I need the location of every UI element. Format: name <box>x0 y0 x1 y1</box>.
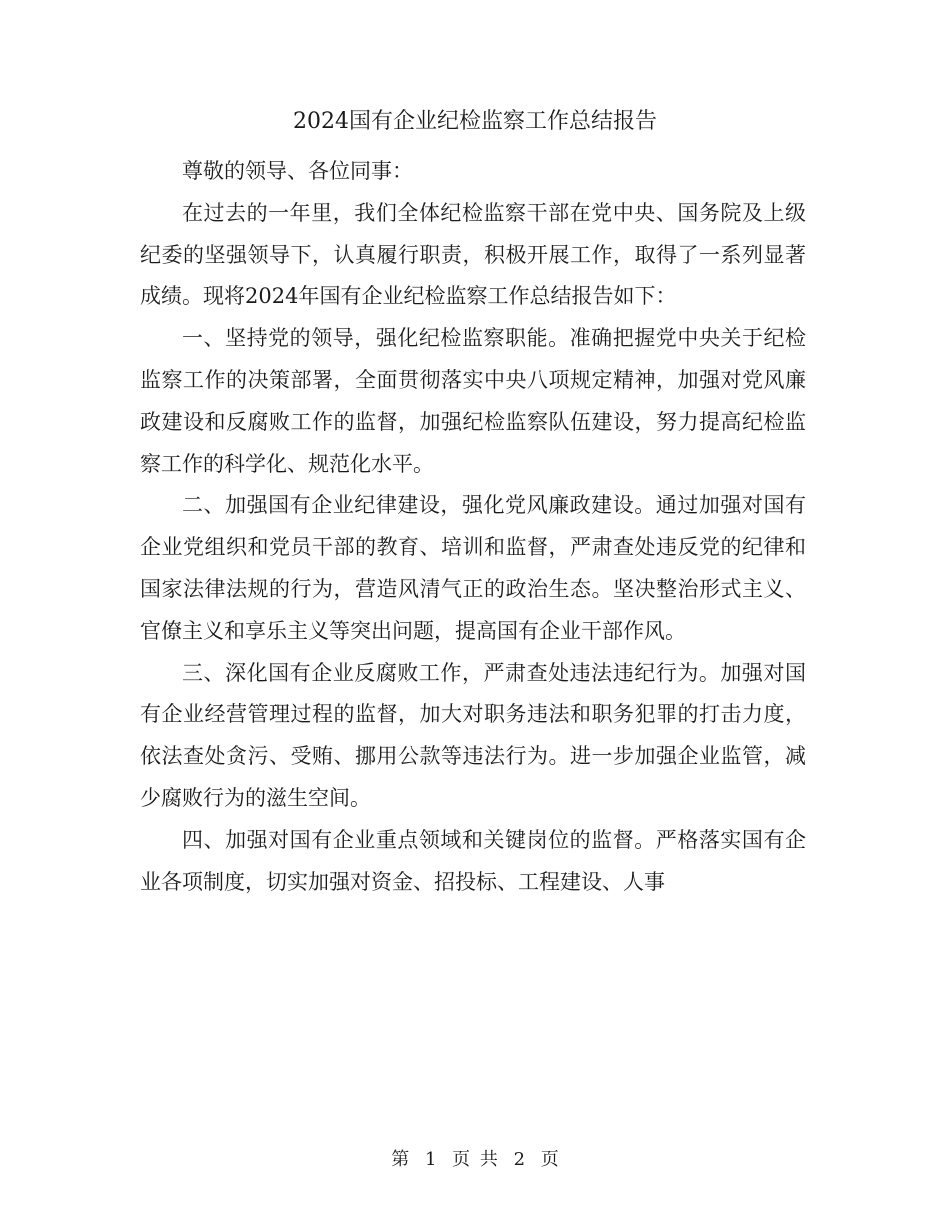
intro-paragraph: 在过去的一年里，我们全体纪检监察干部在党中央、国务院及上级纪委的坚强领导下，认真履行职责，积极开展工作，取得了一系列显著成绩。现将2024年国有企业纪检监察工作总结报告如下： <box>140 200 806 309</box>
current-page-number: 1 <box>424 1149 437 1170</box>
page-number-footer <box>0 1146 950 1174</box>
page-suffix: 页 <box>540 1149 559 1170</box>
section-3-paragraph: 三、深化国有企业反腐败工作，严肃查处违法违纪行为。加强对国有企业经营管理过程的监督，加大对职务违法和职务犯罪的打击力度，依法查处贪污、受贿、挪用公款等违法行为。进一步加强企业监管，减少腐败行为的滋生空间。 <box>140 660 806 810</box>
section-1-paragraph: 一、坚持党的领导，强化纪检监察职能。准确把握党中央关于纪检监察工作的决策部署，全面贯彻落实中央八项规定精神，加强对党风廉政建设和反腐败工作的监督，加强纪检监察队伍建设，努力提高纪检监察工作的科学化、规范化水平。 <box>140 326 806 476</box>
page-prefix: 第 <box>391 1149 410 1170</box>
page-middle-text: 页 共 <box>452 1149 498 1170</box>
salutation-paragraph: 尊敬的领导、各位同事： <box>182 159 413 183</box>
section-2-paragraph: 二、加强国有企业纪律建设，强化党风廉政建设。通过加强对国有企业党组织和党员干部的教育、培训和监督，严肃查处违反党的纪律和国家法律法规的行为，营造风清气正的政治生态。坚决整治形式主义、官僚主义和享乐主义等突出问题，提高国有企业干部作风。 <box>140 493 806 643</box>
section-4-paragraph: 四、加强对国有企业重点领域和关键岗位的监督。严格落实国有企业各项制度，切实加强对资金、招投标、工程建设、人事 <box>140 827 806 894</box>
document-body <box>140 151 806 903</box>
total-pages-number: 2 <box>513 1149 526 1170</box>
document-title: 2024国有企业纪检监察工作总结报告 <box>293 109 657 134</box>
